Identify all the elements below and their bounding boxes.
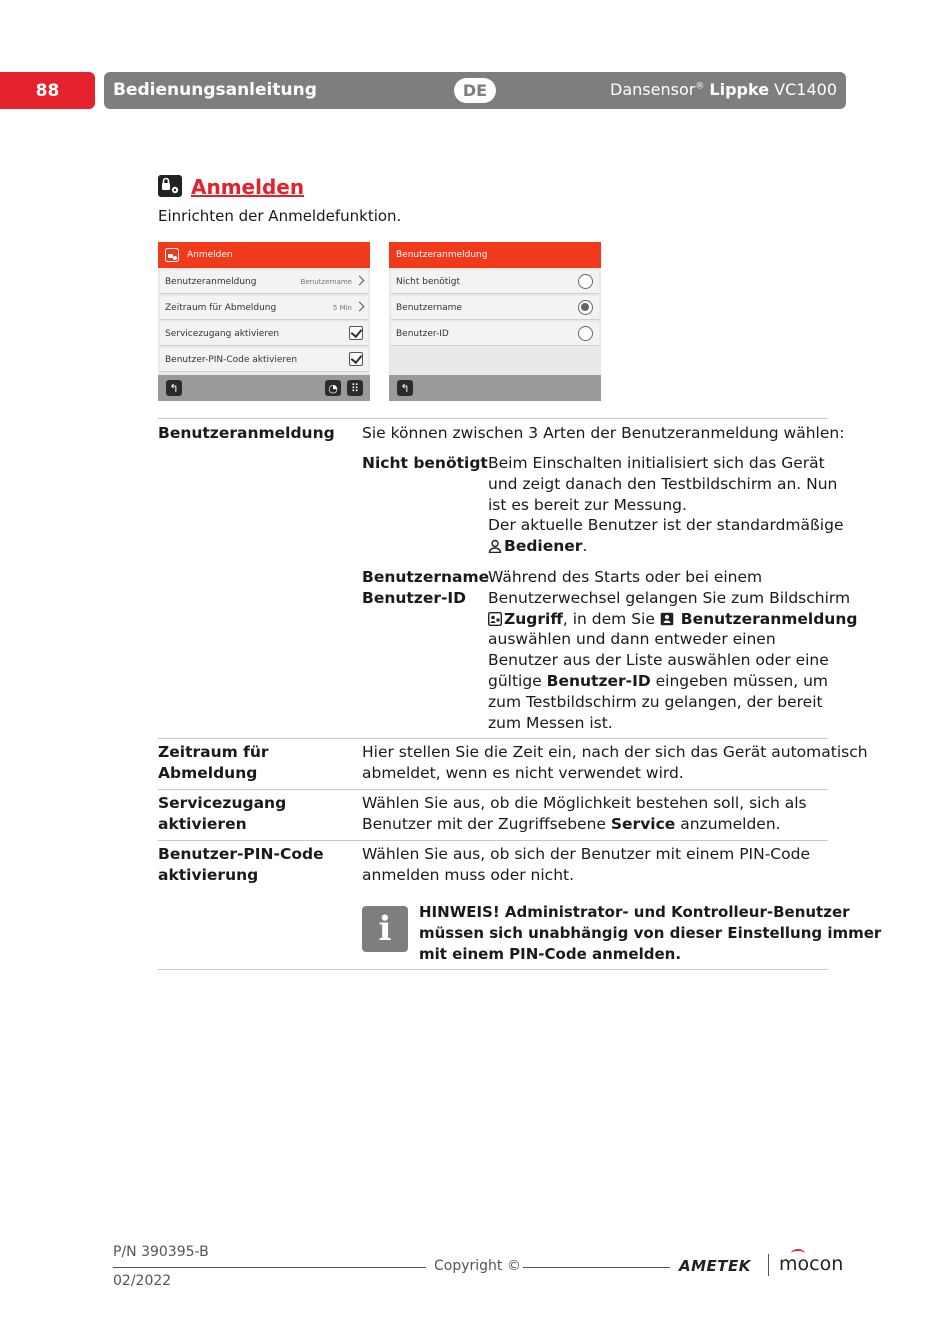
table-divider [158,969,828,970]
term-servicezugang: Servicezugang aktivieren [158,794,287,833]
page-number: 88 [0,72,95,109]
screen-benutzeranmeldung [389,242,601,401]
footer-rule [523,1267,670,1268]
radio-button-selected[interactable] [578,300,593,315]
chevron-right-icon [355,276,365,286]
user-login-icon [660,612,674,626]
logo-separator [768,1254,769,1276]
checkbox-checked[interactable] [349,352,363,366]
desc-pin-code: Wählen Sie aus, ob sich der Benutzer mit einem PIN-Code anmelden muss oder nicht. [362,845,810,884]
option-term-benutzername: Benutzername Benutzer-ID [362,568,490,607]
menu-grid-icon[interactable]: ⠿ [347,380,363,396]
back-icon[interactable]: ↰ [397,380,413,396]
chevron-right-icon [355,302,365,312]
dashboard-icon[interactable]: ◔ [325,380,341,396]
radio-button[interactable] [578,274,593,289]
setting-value: 5 Min [332,303,352,312]
language-badge: DE [454,78,496,103]
setting-row-servicezugang[interactable]: Servicezugang aktivieren [160,322,368,346]
term-benutzeranmeldung: Benutzeranmeldung [158,424,335,442]
note-text: HINWEIS! Administrator- und Kontrolleur-Benutzer müssen sich unabhängig von dieser Einstellung immer mit einem PIN-Code anmelden. [419,903,882,963]
access-icon [488,612,502,626]
checkbox-checked[interactable] [349,326,363,340]
desc-intro: Sie können zwischen 3 Arten der Benutzeranmeldung wählen: [362,424,845,442]
product-name: Dansensor® Lippke VC1400 [610,80,837,99]
option-desc-benutzername: Während des Starts oder bei einem Benutzerwechsel gelangen Sie zum Bildschirm Zugriff, in dem Sie Benutzeranmeldung auswählen und dann entweder einen Benutzer aus der Liste auswählen oder eine gültige Benutzer-ID eingeben müssen, um zum Testbildschirm zu gelangen, der bereit zum Messen ist. [488,568,858,732]
desc-zeitraum: Hier stellen Sie die Zeit ein, nach der sich das Gerät automatisch abmeldet, wenn es nicht verwendet wird. [362,743,868,782]
section-subtitle: Einrichten der Anmeldefunktion. [158,207,402,225]
radio-button[interactable] [578,326,593,341]
part-number: P/N 390395-B [113,1244,209,1260]
footer-date: 02/2022 [113,1273,172,1289]
desc-servicezugang: Wählen Sie aus, ob die Möglichkeit bestehen soll, sich als Benutzer mit der Zugriffsebene Service anzumelden. [362,794,807,833]
option-row-nicht-benoetigt[interactable]: Nicht benötigt [391,270,599,294]
term-zeitraum: Zeitraum für Abmeldung [158,743,269,782]
table-divider [158,738,828,739]
back-icon[interactable]: ↰ [166,380,182,396]
screen-title: Anmelden [187,250,233,260]
copyright: Copyright © [434,1258,521,1274]
option-row-benutzer-id[interactable]: Benutzer-ID [391,322,599,346]
option-row-benutzername[interactable]: Benutzername [391,296,599,320]
setting-row-pin-code[interactable]: Benutzer-PIN-Code aktivieren [160,348,368,372]
screen-title-bar [158,242,370,268]
term-pin-code: Benutzer-PIN-Code aktivierung [158,845,324,884]
screen-anmelden [158,242,370,401]
screen-bottom-bar [389,375,601,401]
document-title: Bedienungsanleitung [113,80,317,100]
info-icon: i [362,906,408,952]
page-header [104,72,846,109]
mocon-logo: mocon [779,1253,844,1275]
option-desc-nicht-benoetigt: Beim Einschalten initialisiert sich das Gerät und zeigt danach den Testbildschirm an. Nun ist es bereit zur Messung. Der aktuelle Benutzer ist der standardmäßige Bediener. [488,454,844,556]
screen-bottom-bar [158,375,370,401]
setting-row-zeitraum[interactable]: Zeitraum für Abmeldung 5 Min [160,296,368,320]
lock-gear-icon [165,248,179,262]
lock-gear-icon [158,175,182,197]
section-title: Anmelden [191,175,305,199]
screen-title: Benutzeranmeldung [396,250,488,260]
footer-rule [113,1267,426,1268]
table-divider [158,840,828,841]
table-divider [158,418,828,419]
screen-title-bar [389,242,601,268]
option-term-nicht-benoetigt: Nicht benötigt [362,454,488,472]
ametek-logo: AMETEK [679,1257,751,1275]
table-divider [158,789,828,790]
setting-value: Benutzername [300,277,352,286]
user-icon [488,539,502,553]
setting-row-benutzeranmeldung[interactable]: Benutzeranmeldung Benutzername [160,270,368,294]
